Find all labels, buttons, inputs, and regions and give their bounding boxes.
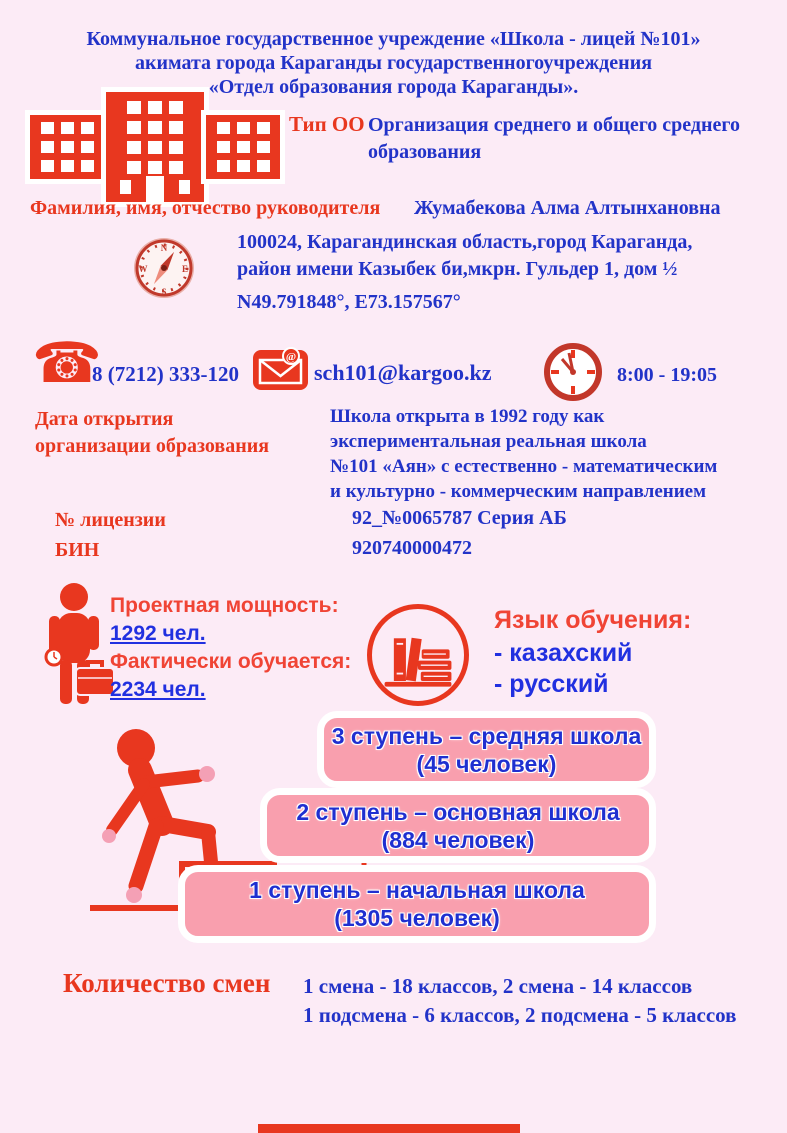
type-value: Организация среднего и общего среднего образования (368, 114, 741, 163)
svg-text:N: N (160, 243, 168, 253)
shifts-values (303, 972, 737, 1030)
design-capacity-label: Проектная мощность: (110, 594, 339, 617)
director-label: Фамилия, имя, отчество руководителя (30, 197, 381, 219)
address-line-1: 100024, Карагандинская область,город Караганда, (237, 231, 693, 253)
stage-3-count: (45 человек) (416, 750, 557, 777)
language-label: Язык обучения: (494, 606, 692, 634)
actual-capacity-value: 2234 чел. (110, 678, 206, 701)
director-name: Жумабекова Алма Алтынхановна (414, 197, 721, 219)
email-icon (252, 346, 309, 391)
person-with-briefcase-icon (28, 582, 114, 706)
phone-icon: ☎ (32, 331, 102, 396)
stage-1-title: 1 ступень – начальная школа (249, 877, 585, 903)
language-kazakh: - казахский (494, 639, 633, 667)
working-hours: 8:00 - 19:05 (617, 364, 717, 386)
building-left-wing (30, 115, 104, 179)
school-building-icon (30, 92, 284, 202)
svg-text:E: E (181, 264, 189, 274)
svg-text:@: @ (285, 351, 297, 363)
building-right-wing (206, 115, 280, 179)
type-label: Тип ОО (289, 112, 365, 136)
address-line-2: район имени Казыбек би,мкрн. Гульдер 1, дом ½ (237, 258, 678, 280)
actual-capacity-label: Фактически обучается: (110, 650, 352, 673)
shifts-line-2: 1 подсмена - 6 классов, 2 подсмена - 5 классов (303, 1003, 737, 1027)
svg-text:W: W (138, 264, 148, 274)
title-line-2: акимата города Караганды государственногоучреждения (134, 52, 653, 74)
stage-3-title: 3 ступень – средняя школа (331, 722, 642, 749)
address-block (237, 229, 692, 316)
stage-1-banner (178, 865, 656, 943)
email-address: sch101@kargoo.kz (314, 360, 492, 385)
license-label: № лицензии (55, 509, 166, 531)
stage-2-title: 2 ступень – основная школа (296, 798, 620, 825)
title-line-3: «Отдел образования города Караганды». (208, 76, 579, 98)
gps-coordinates: N49.791848°, E73.157567° (237, 291, 461, 313)
license-value: 92_№0065787 Серия АБ (352, 507, 567, 529)
page-title (0, 27, 787, 99)
bin-value: 920740000472 (352, 537, 472, 559)
stage-3-banner (317, 711, 656, 788)
svg-text:S: S (161, 287, 167, 297)
bottom-red-bar (258, 1124, 520, 1133)
phone-number: 8 (7212) 333-120 (92, 362, 239, 386)
capacity-block (110, 592, 351, 704)
bin-label: БИН (55, 539, 100, 561)
opening-date-value: Школа открыта в 1992 году как экспериментальная реальная школа №101 «Аян» с естественно - математическим и культурно - коммерческим направлением (330, 406, 718, 502)
stage-2-count: (884 человек) (381, 826, 535, 853)
clock-icon (543, 342, 603, 402)
compass-icon (132, 236, 196, 300)
shifts-label: Количество смен (63, 968, 271, 998)
opening-date-label: Дата открытия организации образования (35, 408, 270, 457)
shifts-line-1: 1 смена - 18 классов, 2 смена - 14 классов (303, 974, 693, 998)
language-block (494, 606, 691, 700)
stage-1-count: (1305 человек) (334, 905, 500, 931)
books-icon (367, 604, 469, 706)
language-russian: - русский (494, 670, 609, 698)
building-tower (106, 92, 204, 202)
stage-2-banner (260, 788, 656, 863)
title-line-1: Коммунальное государственное учреждение «Школа - лицей №101» (86, 28, 701, 50)
design-capacity-value: 1292 чел. (110, 622, 206, 645)
